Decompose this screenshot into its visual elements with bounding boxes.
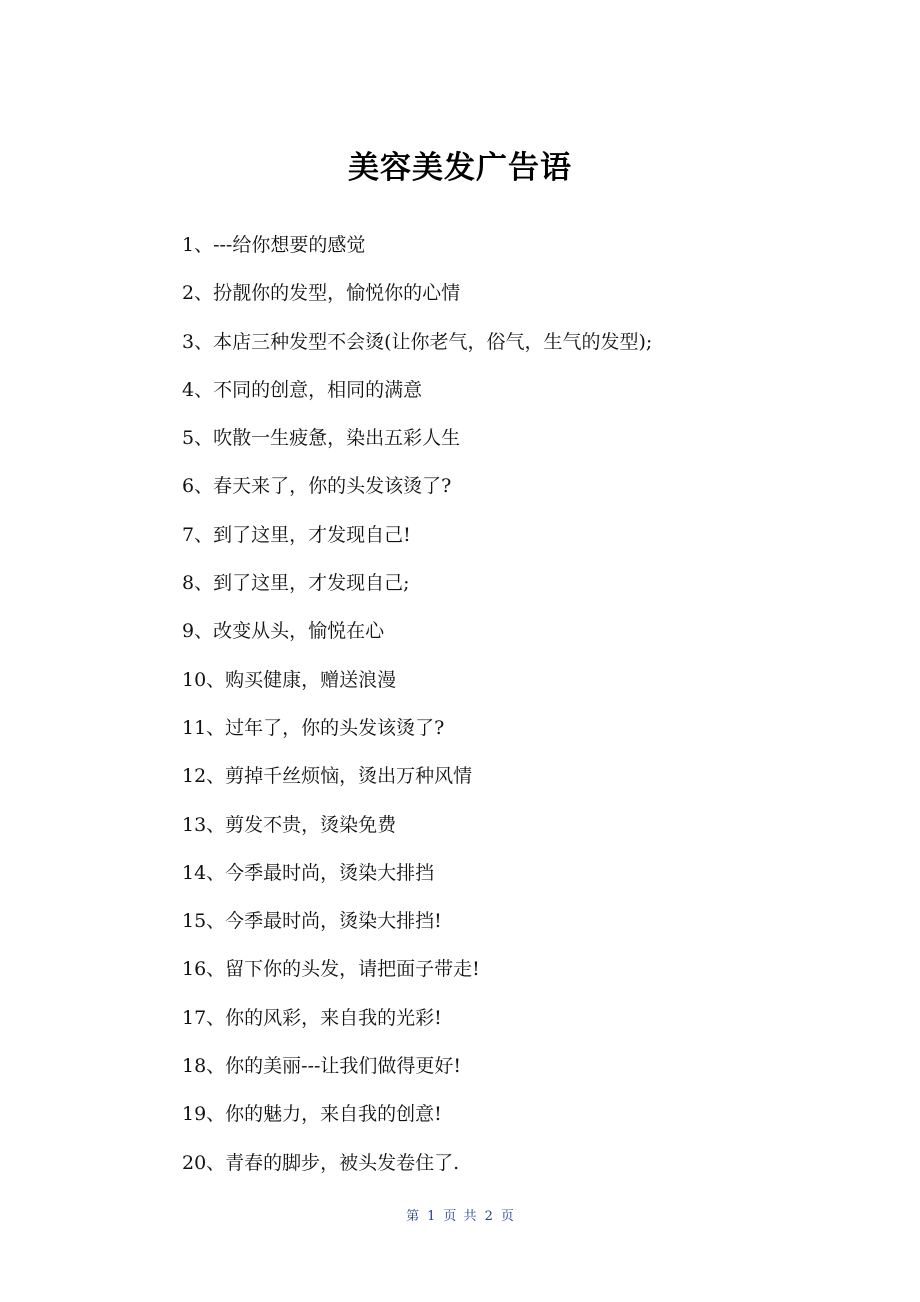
- list-item: 17、你的风彩，来自我的光彩!: [182, 1006, 442, 1029]
- list-item: 8、到了这里，才发现自己;: [182, 572, 410, 595]
- list-item: 9、改变从头，愉悦在心: [182, 620, 385, 643]
- page-label-suffix: 页: [500, 1209, 514, 1224]
- list-item: 11、过年了，你的头发该烫了?: [182, 716, 445, 739]
- list-item: 4、不同的创意，相同的满意: [182, 378, 423, 401]
- list-item: 12、剪掉千丝烦恼，烫出万种风情: [182, 765, 473, 788]
- list-item: 14、今季最时尚，烫染大排挡: [182, 861, 435, 884]
- list-item: 15、今季最时尚，烫染大排挡!: [182, 910, 442, 933]
- list-item: 6、春天来了，你的头发该烫了?: [182, 475, 452, 498]
- list-item: 3、本店三种发型不会烫(让你老气，俗气，生气的发型);: [182, 330, 653, 353]
- list-item: 10、购买健康，赠送浪漫: [182, 668, 397, 691]
- list-item: 5、吹散一生疲惫，染出五彩人生: [182, 427, 461, 450]
- list-item: 19、你的魅力，来自我的创意!: [182, 1103, 442, 1126]
- list-item: 13、剪发不贵，烫染免费: [182, 813, 397, 836]
- page-label-prefix: 第: [406, 1209, 420, 1224]
- list-item: 7、到了这里，才发现自己!: [182, 523, 411, 546]
- page-total: 2: [484, 1209, 493, 1224]
- list-item: 1、---给你想要的感觉: [182, 234, 366, 256]
- list-item: 20、青春的脚步，被头发卷住了.: [182, 1151, 460, 1174]
- page-label-mid: 页 共: [443, 1209, 477, 1224]
- list-item: 18、你的美丽---让我们做得更好!: [182, 1055, 462, 1078]
- page-current: 1: [427, 1209, 436, 1224]
- list-item: 2、扮靓你的发型，愉悦你的心情: [182, 282, 461, 305]
- slogan-list: [182, 226, 652, 1192]
- page-footer: [0, 1207, 920, 1227]
- document-title: 美容美发广告语: [348, 150, 572, 186]
- list-item: 16、留下你的头发，请把面子带走!: [182, 958, 480, 981]
